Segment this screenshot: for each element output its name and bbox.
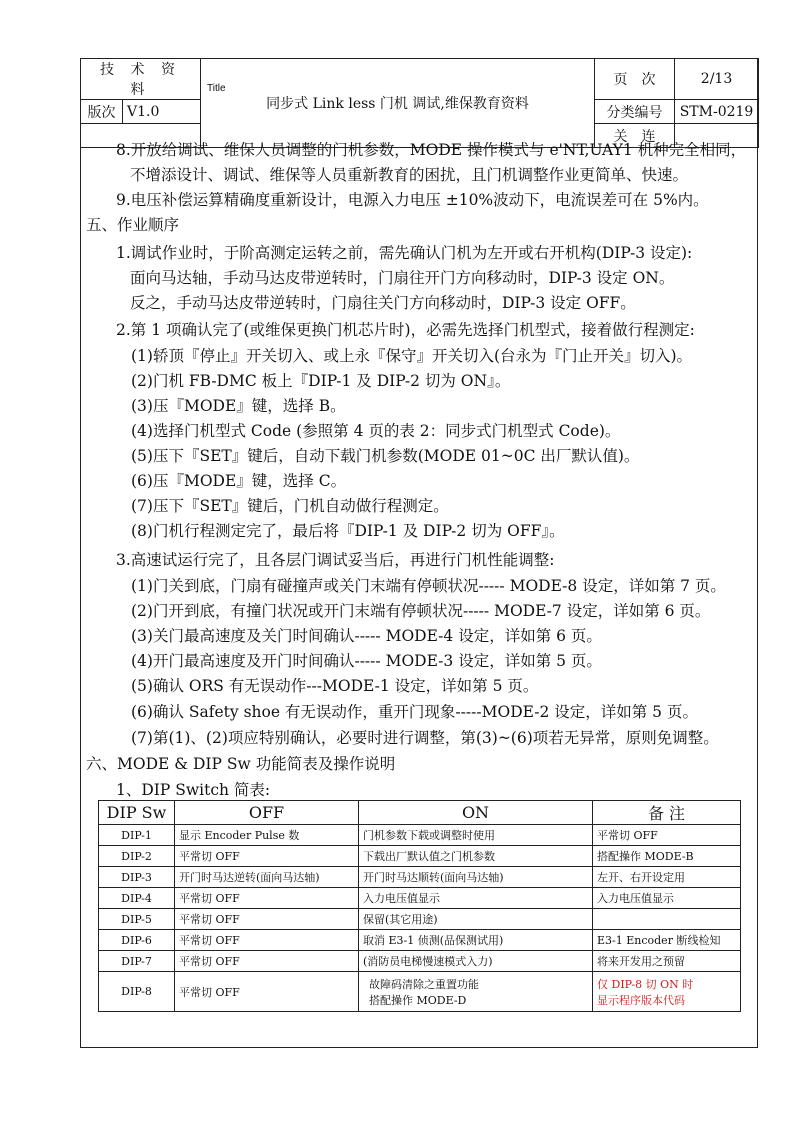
dip-name: DIP-5: [99, 909, 175, 930]
table-row: [99, 825, 741, 846]
on-cell: 保留(其它用途): [359, 909, 593, 930]
list-item: (2)门开到底，有撞门状况或开门末端有停顿状况----- MODE-7 设定，详如第 6 页。: [131, 602, 711, 620]
off-cell: 平常切 OFF: [175, 930, 359, 951]
note-cell: 平常切 OFF: [593, 825, 741, 846]
page-label: 页 次: [595, 59, 675, 100]
on-cell: (消防员电梯慢速模式入力): [359, 951, 593, 972]
s5-1-line3: 反之，手动马达皮带逆转时，门扇往关门方向移动时，DIP-3 设定 OFF。: [130, 294, 636, 312]
document-header: [80, 58, 759, 148]
class-label: 分类编号: [595, 100, 675, 124]
list-item: (6)确认 Safety shoe 有无误动作，重开门现象-----MODE-2 设定，详如第 5 页。: [131, 703, 698, 721]
note-cell-highlight: [593, 972, 741, 1012]
on-cell: 开门时马达顺转(面向马达轴): [359, 867, 593, 888]
on-cell-line2: 搭配操作 MODE-D: [369, 993, 467, 1007]
note-cell: [593, 909, 741, 930]
dip-name: DIP-3: [99, 867, 175, 888]
table-row: [99, 867, 741, 888]
p8-line2: 不增添设计、调试、维保等人员重新教育的困扰，且门机调整作业更简单、快速。: [130, 166, 689, 184]
table-row: [99, 888, 741, 909]
version-label: 版次: [81, 100, 123, 124]
table-row: [99, 846, 741, 867]
s6-1: 1、DIP Switch 简表:: [116, 781, 271, 799]
note-cell-line2: 显示程序版本代码: [597, 993, 685, 1007]
off-cell: 开门时马达逆转(面向马达轴): [175, 867, 359, 888]
off-cell: 平常切 OFF: [175, 846, 359, 867]
list-item: (3)压『MODE』键，选择 B。: [131, 397, 346, 415]
on-cell: [359, 972, 593, 1012]
note-cell-line1: 仅 DIP-8 切 ON 时: [597, 977, 694, 991]
table-row: [99, 930, 741, 951]
list-item: (7)第(1)、(2)项应特别确认，必要时进行调整，第(3)~(6)项若无异常，原则免调整。: [131, 729, 719, 747]
list-item: (5)压下『SET』键后，自动下载门机参数(MODE 01~0C 出厂默认值)。: [131, 447, 640, 465]
off-cell: 显示 Encoder Pulse 数: [175, 825, 359, 846]
related-label: 关 连: [595, 124, 675, 148]
col-header-off: OFF: [175, 801, 359, 825]
list-item: (1)轿顶『停止』开关切入、或上永『保守』开关切入(台永为『门止开关』切入)。: [131, 347, 693, 365]
document-title-cell: [201, 59, 595, 148]
off-cell: 平常切 OFF: [175, 909, 359, 930]
p8-line1: 8.开放给调试、维保人员调整的门机参数，MODE 操作模式与 e'NT,UAY1 机种完全相同，: [116, 141, 747, 159]
on-cell: 取消 E3-1 侦测(品保测试用): [359, 930, 593, 951]
note-cell: 左开、右开设定用: [593, 867, 741, 888]
list-item: (7)压下『SET』键后，门机自动做行程测定。: [131, 497, 449, 515]
list-item: (2)门机 FB-DMC 板上『DIP-1 及 DIP-2 切为 ON』。: [131, 372, 511, 390]
list-item: (8)门机行程测定完了，最后将『DIP-1 及 DIP-2 切为 OFF』。: [131, 522, 565, 540]
list-item: (5)确认 ORS 有无误动作---MODE-1 设定，详如第 5 页。: [131, 677, 539, 695]
off-cell: 平常切 OFF: [175, 972, 359, 1012]
s5-1-line2: 面向马达轴，手动马达皮带逆转时，门扇往开门方向移动时，DIP-3 设定 ON。: [130, 269, 675, 287]
list-item: (4)开门最高速度及开门时间确认----- MODE-3 设定，详如第 5 页。: [131, 652, 602, 670]
doc-type: 技 术 资 料: [81, 59, 201, 100]
s5-3: 3.高速试运行完了，且各层门调试妥当后，再进行门机性能调整:: [116, 551, 555, 569]
on-cell: 下载出厂默认值之门机参数: [359, 846, 593, 867]
table-row: [99, 972, 741, 1012]
s5-2: 2.第 1 项确认完了(或维保更换门机芯片时)，必需先选择门机型式，接着做行程测定:: [116, 321, 695, 339]
col-header-note: 备 注: [593, 801, 741, 825]
dip-name: DIP-6: [99, 930, 175, 951]
off-cell: 平常切 OFF: [175, 888, 359, 909]
dip-name: DIP-2: [99, 846, 175, 867]
document-title: 同步式 Link less 门机 调试,维保教育资料: [266, 96, 529, 112]
note-cell: 将来开发用之预留: [593, 951, 741, 972]
table-row: [99, 909, 741, 930]
on-cell: 门机参数下载或调整时使用: [359, 825, 593, 846]
note-cell: 入力电压值显示: [593, 888, 741, 909]
version-value: V1.0: [123, 100, 201, 124]
dip-name: DIP-8: [99, 972, 175, 1012]
section-6-heading: 六、MODE & DIP Sw 功能简表及操作说明: [86, 755, 396, 773]
dip-switch-table: [98, 800, 741, 1012]
p9: 9.电压补偿运算精确度重新设计，电源入力电压 ±10%波动下，电流误差可在 5%内。: [116, 191, 709, 209]
page-value: 2/13: [675, 59, 759, 100]
off-cell: 平常切 OFF: [175, 951, 359, 972]
list-item: (3)关门最高速度及关门时间确认----- MODE-4 设定，详如第 6 页。: [131, 627, 602, 645]
section-5-heading: 五、作业顺序: [86, 216, 180, 234]
table-header-row: [99, 801, 741, 825]
list-item: (6)压『MODE』键，选择 C。: [131, 472, 347, 490]
dip-name: DIP-4: [99, 888, 175, 909]
class-value: STM-0219: [675, 100, 759, 124]
s5-1-line1: 1.调试作业时，于阶高测定运转之前，需先确认门机为左开或右开机构(DIP-3 设定):: [116, 244, 693, 262]
col-header-on: ON: [359, 801, 593, 825]
dip-name: DIP-7: [99, 951, 175, 972]
on-cell-line1: 故障码清除之重置功能: [369, 977, 479, 991]
on-cell: 入力电压值显示: [359, 888, 593, 909]
title-tag: Title: [207, 83, 226, 94]
list-item: (1)门关到底，门扇有碰撞声或关门末端有停顿状况----- MODE-8 设定，详如第 7 页。: [131, 577, 726, 595]
col-header-dip: DIP Sw: [99, 801, 175, 825]
note-cell: E3-1 Encoder 断线检知: [593, 930, 741, 951]
list-item: (4)选择门机型式 Code (参照第 4 页的表 2：同步式门机型式 Code)。: [131, 422, 621, 440]
table-row: [99, 951, 741, 972]
note-cell: 搭配操作 MODE-B: [593, 846, 741, 867]
dip-name: DIP-1: [99, 825, 175, 846]
